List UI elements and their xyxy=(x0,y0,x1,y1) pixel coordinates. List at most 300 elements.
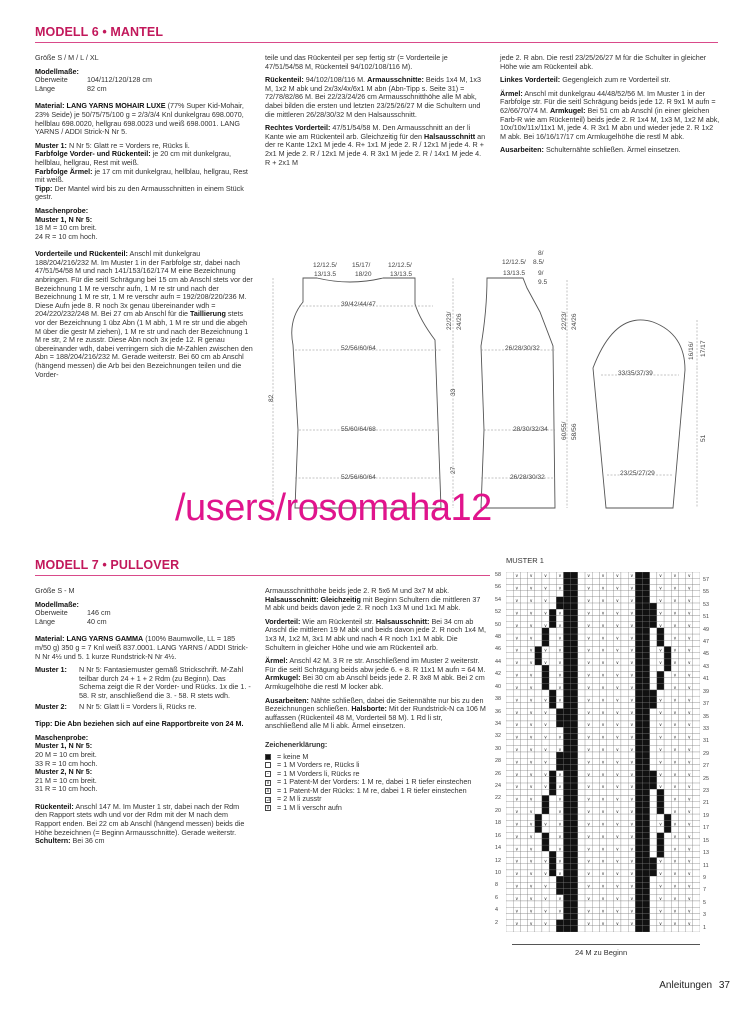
chart-row-number: 38 xyxy=(495,696,501,703)
chart-cell xyxy=(635,646,642,652)
chart-cell xyxy=(578,864,585,870)
chart-cell xyxy=(585,901,592,907)
chart-cell xyxy=(520,901,527,907)
chart-cell-symbol: ∨ xyxy=(515,784,519,790)
chart-cell-symbol: ∨ xyxy=(529,846,533,852)
chart-cell xyxy=(664,926,671,932)
chart-cell xyxy=(520,826,527,832)
chart-cell-symbol: ∨ xyxy=(558,734,562,740)
chart-cell-symbol: ∨ xyxy=(543,747,548,752)
chart-cell xyxy=(671,901,678,907)
chart-cell xyxy=(571,895,578,901)
chart-cell xyxy=(549,758,556,764)
chart-cell xyxy=(607,665,614,671)
chart-cell xyxy=(506,926,513,932)
chart-cell-symbol: ∨ xyxy=(515,908,519,914)
chart-cell xyxy=(621,640,628,646)
chart-row-number: 50 xyxy=(495,621,501,628)
model7-halsausschnitt: Halsausschnitt: Gleichzeitig mit Beginn Schultern die mittleren 37 M abk und beids davon jede 2. R noch 1x3 M und 1x1 M abk. xyxy=(265,594,481,613)
chart-cell xyxy=(556,678,563,684)
chart-cell xyxy=(621,876,628,882)
chart-cell xyxy=(621,715,628,721)
chart-cell xyxy=(599,864,606,870)
chart-cell xyxy=(535,733,542,739)
chart-cell-symbol: ∨ xyxy=(615,858,620,864)
chart-cell xyxy=(585,777,592,783)
chart-cell xyxy=(549,665,556,671)
chart-cell xyxy=(542,665,549,671)
chart-cell-symbol: ∨ xyxy=(658,610,663,616)
chart-cell xyxy=(528,640,535,646)
chart-cell-symbol: ∨ xyxy=(630,809,634,815)
chart-cell xyxy=(693,764,700,770)
chart-cell xyxy=(650,746,657,752)
chart-cell xyxy=(513,913,520,919)
chart-cell xyxy=(556,752,563,758)
chart-row-number: 6 xyxy=(495,894,498,901)
front-width-label: 26/28/30/32 xyxy=(510,474,545,481)
chart-cell xyxy=(607,907,614,913)
chart-cell xyxy=(693,802,700,808)
chart-cell-symbol: ∨ xyxy=(658,895,663,901)
chart-cell xyxy=(614,715,621,721)
chart-cell xyxy=(650,615,657,621)
chart-cell xyxy=(520,851,527,857)
chart-cell xyxy=(635,913,642,919)
chart-cell xyxy=(563,882,570,888)
chart-cell xyxy=(614,802,621,808)
chart-cell xyxy=(599,578,606,584)
chart-cell xyxy=(693,858,700,864)
chart-cell xyxy=(678,783,685,789)
chart-cell-symbol: ∨ xyxy=(529,672,533,678)
chart-cell xyxy=(513,702,520,708)
chart-cell-symbol: ∨ xyxy=(673,598,677,604)
chart-cell xyxy=(693,721,700,727)
chart-cell xyxy=(571,572,578,578)
chart-cell xyxy=(592,808,599,814)
chart-cell xyxy=(621,926,628,932)
chart-cell xyxy=(650,882,657,888)
chart-cell xyxy=(556,826,563,832)
chart-cell xyxy=(599,678,606,684)
chart-cell-symbol: ∨ xyxy=(615,709,620,715)
chart-cell xyxy=(599,814,606,820)
chart-cell xyxy=(535,913,542,919)
chart-cell xyxy=(513,851,520,857)
chart-cell xyxy=(513,653,520,659)
chart-cell xyxy=(621,795,628,801)
chart-cell xyxy=(693,690,700,696)
chart-cell xyxy=(592,628,599,634)
chart-cell xyxy=(635,715,642,721)
chart-cell-symbol: ∨ xyxy=(687,883,691,889)
chart-cell xyxy=(542,615,549,621)
chart-cell-symbol: ∨ xyxy=(615,759,620,765)
chart-cell xyxy=(506,715,513,721)
chart-cell xyxy=(614,814,621,820)
chart-cell xyxy=(628,715,635,721)
chart-cell xyxy=(650,702,657,708)
chart-cell xyxy=(614,727,621,733)
chart-cell xyxy=(671,715,678,721)
chart-cell xyxy=(549,740,556,746)
chart-cell-symbol: ∨ xyxy=(658,920,663,926)
chart-cell xyxy=(542,640,549,646)
chart-cell xyxy=(542,727,549,733)
chart-row-number: 15 xyxy=(703,837,709,844)
chart-cell xyxy=(506,628,513,634)
chart-cell xyxy=(650,659,657,665)
chart-cell-symbol: ∨ xyxy=(673,697,677,703)
chart-cell xyxy=(549,690,556,696)
chart-cell xyxy=(535,584,542,590)
back-width-label: 52/56/60/64 xyxy=(341,474,376,481)
chart-cell xyxy=(614,640,621,646)
chart-cell-symbol: ∨ xyxy=(529,759,533,765)
chart-cell-symbol: ∨ xyxy=(630,821,634,827)
chart-cell-symbol: ∨ xyxy=(558,672,562,678)
chart-cell xyxy=(686,901,693,907)
chart-row-number: 40 xyxy=(495,683,501,690)
chart-cell xyxy=(643,882,650,888)
back-height-label: 27 xyxy=(450,466,457,474)
chart-cell-symbol: ∨ xyxy=(543,622,548,628)
chart-cell xyxy=(628,653,635,659)
chart-cell xyxy=(607,764,614,770)
chart-cell-symbol: ∨ xyxy=(673,821,677,827)
chart-cell xyxy=(678,709,685,715)
chart-cell xyxy=(506,839,513,845)
chart-cell-symbol: ∨ xyxy=(687,833,691,839)
chart-cell-symbol: ∨ xyxy=(515,883,519,889)
back-top-label: 12/12.5/ xyxy=(313,262,337,269)
footer-page-number: 37 xyxy=(718,980,730,991)
chart-cell xyxy=(635,634,642,640)
chart-cell xyxy=(520,839,527,845)
chart-cell-symbol: ∨ xyxy=(601,871,605,877)
chart-cell xyxy=(556,839,563,845)
chart-cell xyxy=(635,733,642,739)
chart-cell xyxy=(585,740,592,746)
chart-cell xyxy=(520,752,527,758)
chart-cell xyxy=(693,839,700,845)
chart-cell xyxy=(650,858,657,864)
chart-cell xyxy=(563,808,570,814)
chart-cell xyxy=(506,597,513,603)
chart-cell xyxy=(693,752,700,758)
chart-cell xyxy=(549,603,556,609)
chart-cell xyxy=(621,721,628,727)
chart-cell xyxy=(571,684,578,690)
chart-cell xyxy=(650,926,657,932)
chart-cell xyxy=(535,609,542,615)
chart-cell xyxy=(614,665,621,671)
chart-cell xyxy=(563,640,570,646)
chart-cell xyxy=(571,702,578,708)
chart-cell xyxy=(585,702,592,708)
chart-cell xyxy=(693,684,700,690)
chart-cell xyxy=(635,907,642,913)
chart-cell xyxy=(556,740,563,746)
chart-cell xyxy=(693,789,700,795)
chart-cell-symbol: ∨ xyxy=(543,573,548,579)
chart-cell xyxy=(592,783,599,789)
chart-cell xyxy=(571,833,578,839)
chart-cell xyxy=(664,684,671,690)
chart-cell xyxy=(549,715,556,721)
chart-cell-symbol: ∨ xyxy=(601,585,605,591)
chart-cell-symbol: ∨ xyxy=(687,858,691,864)
chart-cell-symbol: ∨ xyxy=(558,858,562,864)
chart-cell xyxy=(664,665,671,671)
chart-cell xyxy=(592,882,599,888)
chart-cell-symbol: ∨ xyxy=(515,610,519,616)
chart-cell xyxy=(592,584,599,590)
chart-cell xyxy=(528,603,535,609)
chart-cell xyxy=(693,597,700,603)
chart-row-number: 12 xyxy=(495,857,501,864)
chart-row-number: 18 xyxy=(495,820,501,827)
chart-cell xyxy=(650,721,657,727)
chart-cell-symbol: ∨ xyxy=(586,647,591,653)
chart-cell xyxy=(549,864,556,870)
chart-cell xyxy=(643,702,650,708)
chart-cell xyxy=(578,746,585,752)
chart-cell xyxy=(592,702,599,708)
chart-cell xyxy=(693,876,700,882)
chart-row-number: 51 xyxy=(703,614,709,621)
chart-cell-symbol: ∨ xyxy=(543,734,548,740)
chart-cell xyxy=(578,820,585,826)
chart-cell xyxy=(643,640,650,646)
chart-cell-symbol: ∨ xyxy=(615,647,620,653)
chart-cell-symbol: ∨ xyxy=(529,821,533,827)
chart-cell-symbol: ∨ xyxy=(687,610,691,616)
chart-cell xyxy=(549,709,556,715)
chart-cell xyxy=(650,603,657,609)
chart-cell xyxy=(571,783,578,789)
chart-cell xyxy=(678,858,685,864)
chart-cell xyxy=(563,603,570,609)
chart-cell xyxy=(520,696,527,702)
chart-cell xyxy=(506,895,513,901)
chart-cell xyxy=(599,889,606,895)
chart-cell xyxy=(693,678,700,684)
chart-cell xyxy=(585,727,592,733)
chart-cell xyxy=(628,690,635,696)
chart-cell xyxy=(542,913,549,919)
sleeve-width-label: 23/25/27/29 xyxy=(620,470,655,477)
chart-cell-symbol: ∨ xyxy=(543,759,548,765)
chart-cell xyxy=(535,597,542,603)
chart-cell-symbol: ∨ xyxy=(601,895,605,901)
chart-cell xyxy=(607,628,614,634)
chart-cell xyxy=(563,789,570,795)
chart-cell xyxy=(542,634,549,640)
chart-cell xyxy=(556,764,563,770)
chart-cell xyxy=(571,752,578,758)
chart-cell xyxy=(549,591,556,597)
legend-filled-icon xyxy=(265,754,271,760)
chart-cell xyxy=(650,671,657,677)
chart-cell xyxy=(650,913,657,919)
chart-cell xyxy=(549,777,556,783)
chart-cell xyxy=(635,764,642,770)
model7-muster-1: Muster 1: N Nr 5: Fantasiemuster gemäß Strickschrift. M-Zahl teilbar durch 24 + 1 + 2 Rdm (zu Beginn). Das Schema zeigt die R der Vorder- und Rücks. 1x die 1. - 58. R str, anschließend die 3. - 58. R stets wdh. xyxy=(35,665,251,700)
chart-cell xyxy=(592,926,599,932)
chart-cell xyxy=(542,789,549,795)
chart-cell-symbol: ∨ xyxy=(529,833,533,839)
chart-cell xyxy=(592,907,599,913)
chart-cell xyxy=(556,802,563,808)
chart-cell-symbol: ∨ xyxy=(615,684,620,690)
chart-cell xyxy=(535,876,542,882)
chart-cell xyxy=(506,864,513,870)
chart-cell xyxy=(563,814,570,820)
chart-cell xyxy=(621,665,628,671)
chart-cell xyxy=(635,572,642,578)
chart-cell xyxy=(535,758,542,764)
chart-cell xyxy=(635,777,642,783)
chart-cell-symbol: ∨ xyxy=(687,747,691,752)
chart-cell-symbol: ∨ xyxy=(658,697,663,703)
chart-cell xyxy=(628,839,635,845)
model6-farbfolge-1: Farbfolge Vorder- und Rückenteil: je 20 cm mit dunkelgrau, hellblau, hellgrau, Rest mit weiß. xyxy=(35,149,231,167)
chart-cell xyxy=(635,622,642,628)
chart-row-number: 5 xyxy=(703,899,706,906)
chart-cell xyxy=(664,808,671,814)
chart-cell xyxy=(506,907,513,913)
chart-cell xyxy=(607,597,614,603)
chart-cell xyxy=(664,783,671,789)
chart-cell-symbol: ∨ xyxy=(558,784,562,790)
chart-cell xyxy=(635,597,642,603)
chart-cell-symbol: ∨ xyxy=(586,821,591,827)
chart-cell xyxy=(571,709,578,715)
chart-cell-symbol: ∨ xyxy=(630,660,634,666)
model6-probe-line: 24 R = 10 cm hoch. xyxy=(35,231,98,241)
chart-cell xyxy=(563,826,570,832)
chart-cell xyxy=(635,845,642,851)
chart-cell xyxy=(571,746,578,752)
chart-cell xyxy=(686,740,693,746)
chart-cell xyxy=(621,578,628,584)
chart-cell xyxy=(678,808,685,814)
chart-cell xyxy=(643,578,650,584)
chart-cell xyxy=(578,895,585,901)
chart-cell xyxy=(535,690,542,696)
chart-cell xyxy=(621,628,628,634)
chart-cell xyxy=(635,653,642,659)
chart-cell xyxy=(664,882,671,888)
chart-cell-symbol: ∨ xyxy=(687,784,691,790)
chart-cell xyxy=(621,858,628,864)
chart-cell xyxy=(678,609,685,615)
chart-cell xyxy=(535,578,542,584)
chart-cell-symbol: ∨ xyxy=(515,895,519,901)
chart-cell xyxy=(578,783,585,789)
chart-cell xyxy=(671,640,678,646)
chart-cell-symbol: ∨ xyxy=(558,684,562,690)
chart-cell xyxy=(657,640,664,646)
model6-probe-line: Muster 1, N Nr 5: xyxy=(35,214,93,224)
chart-cell xyxy=(650,634,657,640)
chart-cell xyxy=(664,870,671,876)
chart-cell xyxy=(549,640,556,646)
chart-cell xyxy=(650,795,657,801)
chart-cell xyxy=(693,907,700,913)
chart-cell xyxy=(678,572,685,578)
chart-cell xyxy=(650,628,657,634)
chart-cell xyxy=(520,920,527,926)
chart-cell-symbol: ∨ xyxy=(586,759,591,765)
chart-cell xyxy=(585,764,592,770)
model6-column-1 xyxy=(35,54,253,384)
chart-row-number: 41 xyxy=(703,676,709,683)
chart-cell xyxy=(578,920,585,926)
chart-cell xyxy=(628,789,635,795)
chart-row-number: 45 xyxy=(703,651,709,658)
chart-cell-symbol: ∨ xyxy=(687,759,691,765)
chart-cell xyxy=(549,634,556,640)
chart-cell xyxy=(563,920,570,926)
chart-cell xyxy=(563,752,570,758)
chart-cell-symbol: ∨ xyxy=(615,672,620,678)
model6-sizes: Größe S / M / L / XL xyxy=(35,53,99,62)
chart-cell xyxy=(520,895,527,901)
chart-cell xyxy=(678,584,685,590)
chart-cell xyxy=(650,826,657,832)
chart-cell xyxy=(506,727,513,733)
chart-cell-symbol: ∨ xyxy=(543,784,548,790)
chart-cell xyxy=(578,572,585,578)
chart-cell xyxy=(607,591,614,597)
chart-cell xyxy=(614,591,621,597)
chart-cell-symbol: ∨ xyxy=(673,871,677,877)
chart-cell xyxy=(635,671,642,677)
chart-cell xyxy=(506,913,513,919)
chart-cell xyxy=(549,696,556,702)
chart-cell xyxy=(506,777,513,783)
chart-cell-symbol: ∨ xyxy=(558,660,562,666)
chart-cell xyxy=(664,851,671,857)
chart-cell xyxy=(578,789,585,795)
chart-cell-symbol: ∨ xyxy=(558,846,562,852)
chart-cell xyxy=(592,591,599,597)
chart-cell xyxy=(664,646,671,652)
chart-cell xyxy=(607,870,614,876)
chart-cell xyxy=(535,709,542,715)
chart-row-number: 13 xyxy=(703,850,709,857)
chart-cell xyxy=(607,709,614,715)
chart-cell xyxy=(650,820,657,826)
chart-cell xyxy=(585,578,592,584)
chart-cell-symbol: ∨ xyxy=(586,908,591,914)
chart-row-number: 23 xyxy=(703,788,709,795)
chart-cell xyxy=(528,690,535,696)
chart-cell xyxy=(549,789,556,795)
chart-cell xyxy=(506,758,513,764)
chart-cell xyxy=(643,628,650,634)
chart-cell xyxy=(664,845,671,851)
chart-cell xyxy=(599,640,606,646)
chart-cell-symbol: ∨ xyxy=(515,858,519,864)
chart-cell xyxy=(528,814,535,820)
chart-cell xyxy=(520,715,527,721)
chart-cell xyxy=(671,777,678,783)
chart-cell xyxy=(643,690,650,696)
